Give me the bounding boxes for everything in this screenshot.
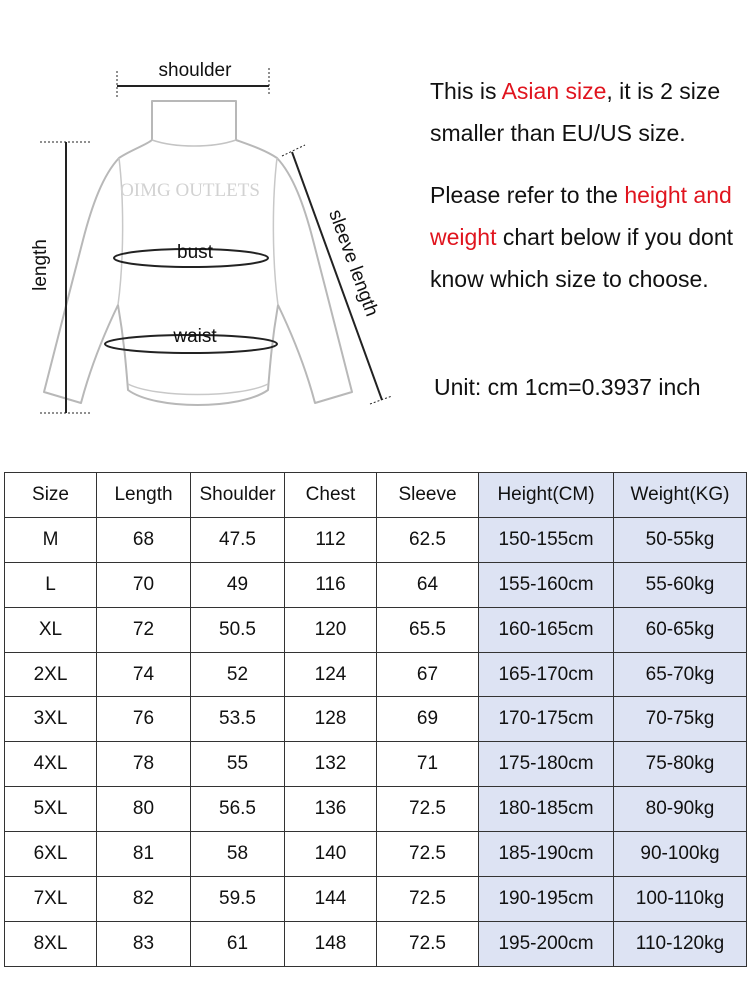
cell-size: 3XL bbox=[5, 697, 97, 742]
cell-length: 72 bbox=[97, 607, 191, 652]
cell-weight: 110-120kg bbox=[614, 921, 747, 966]
cell-size: 2XL bbox=[5, 652, 97, 697]
table-row bbox=[5, 697, 747, 742]
cell-length: 74 bbox=[97, 652, 191, 697]
cell-sleeve: 62.5 bbox=[377, 517, 479, 562]
header-size: Size bbox=[5, 473, 97, 518]
cell-height: 160-165cm bbox=[479, 607, 614, 652]
cell-chest: 144 bbox=[285, 877, 377, 922]
table-row bbox=[5, 562, 747, 607]
table-row bbox=[5, 742, 747, 787]
unit-note: Unit: cm 1cm=0.3937 inch bbox=[434, 374, 701, 400]
cell-shoulder: 58 bbox=[191, 832, 285, 877]
size-info bbox=[430, 70, 740, 400]
cell-sleeve: 72.5 bbox=[377, 787, 479, 832]
watermark-text: OIMG OUTLETS bbox=[120, 180, 260, 201]
cell-chest: 112 bbox=[285, 517, 377, 562]
cell-height: 150-155cm bbox=[479, 517, 614, 562]
table-row bbox=[5, 877, 747, 922]
cell-weight: 75-80kg bbox=[614, 742, 747, 787]
cell-chest: 124 bbox=[285, 652, 377, 697]
table-header-row bbox=[5, 473, 747, 518]
cell-weight: 50-55kg bbox=[614, 517, 747, 562]
cell-chest: 128 bbox=[285, 697, 377, 742]
asian-size-note: This is Asian size, it is 2 size smaller than EU/US size. bbox=[430, 78, 721, 146]
cell-sleeve: 72.5 bbox=[377, 877, 479, 922]
cell-chest: 120 bbox=[285, 607, 377, 652]
cell-height: 165-170cm bbox=[479, 652, 614, 697]
cell-height: 170-175cm bbox=[479, 697, 614, 742]
header-chest: Chest bbox=[285, 473, 377, 518]
cell-length: 80 bbox=[97, 787, 191, 832]
cell-weight: 70-75kg bbox=[614, 697, 747, 742]
cell-size: 4XL bbox=[5, 742, 97, 787]
sweater-diagram bbox=[0, 0, 400, 440]
sleeve-length-label: sleeve length bbox=[324, 206, 383, 320]
cell-length: 68 bbox=[97, 517, 191, 562]
cell-height: 185-190cm bbox=[479, 832, 614, 877]
table-row bbox=[5, 832, 747, 877]
cell-sleeve: 65.5 bbox=[377, 607, 479, 652]
cell-weight: 80-90kg bbox=[614, 787, 747, 832]
cell-weight: 60-65kg bbox=[614, 607, 747, 652]
cell-sleeve: 71 bbox=[377, 742, 479, 787]
cell-weight: 65-70kg bbox=[614, 652, 747, 697]
cell-sleeve: 69 bbox=[377, 697, 479, 742]
cell-weight: 55-60kg bbox=[614, 562, 747, 607]
size-chart-table bbox=[4, 472, 747, 967]
table-row bbox=[5, 652, 747, 697]
cell-shoulder: 53.5 bbox=[191, 697, 285, 742]
cell-shoulder: 61 bbox=[191, 921, 285, 966]
shoulder-label: shoulder bbox=[158, 60, 232, 81]
cell-chest: 148 bbox=[285, 921, 377, 966]
cell-size: 5XL bbox=[5, 787, 97, 832]
cell-sleeve: 67 bbox=[377, 652, 479, 697]
cell-chest: 140 bbox=[285, 832, 377, 877]
cell-chest: 136 bbox=[285, 787, 377, 832]
cell-height: 175-180cm bbox=[479, 742, 614, 787]
cell-size: XL bbox=[5, 607, 97, 652]
header-shoulder: Shoulder bbox=[191, 473, 285, 518]
asian-size-highlight: Asian size bbox=[501, 78, 607, 104]
cell-shoulder: 56.5 bbox=[191, 787, 285, 832]
cell-height: 195-200cm bbox=[479, 921, 614, 966]
refer-chart-note: Please refer to the height and weight chart below if you dont know which size to choose. bbox=[430, 182, 734, 292]
cell-length: 81 bbox=[97, 832, 191, 877]
height-weight-highlight: height and weight bbox=[430, 182, 732, 250]
cell-length: 82 bbox=[97, 877, 191, 922]
cell-shoulder: 50.5 bbox=[191, 607, 285, 652]
cell-length: 78 bbox=[97, 742, 191, 787]
header-sleeve: Sleeve bbox=[377, 473, 479, 518]
cell-length: 76 bbox=[97, 697, 191, 742]
size-rows bbox=[5, 517, 747, 966]
bust-label: bust bbox=[177, 242, 213, 263]
table-row bbox=[5, 607, 747, 652]
cell-chest: 132 bbox=[285, 742, 377, 787]
cell-sleeve: 64 bbox=[377, 562, 479, 607]
table-row bbox=[5, 787, 747, 832]
cell-sleeve: 72.5 bbox=[377, 832, 479, 877]
cell-shoulder: 49 bbox=[191, 562, 285, 607]
cell-sleeve: 72.5 bbox=[377, 921, 479, 966]
length-label: length bbox=[30, 239, 51, 291]
header-height: Height(CM) bbox=[479, 473, 614, 518]
cell-shoulder: 52 bbox=[191, 652, 285, 697]
cell-size: 8XL bbox=[5, 921, 97, 966]
table-row bbox=[5, 517, 747, 562]
cell-weight: 100-110kg bbox=[614, 877, 747, 922]
waist-label: waist bbox=[173, 326, 217, 347]
cell-shoulder: 55 bbox=[191, 742, 285, 787]
cell-weight: 90-100kg bbox=[614, 832, 747, 877]
cell-length: 83 bbox=[97, 921, 191, 966]
cell-height: 190-195cm bbox=[479, 877, 614, 922]
size-guide-header bbox=[0, 0, 750, 440]
cell-height: 180-185cm bbox=[479, 787, 614, 832]
cell-size: M bbox=[5, 517, 97, 562]
cell-length: 70 bbox=[97, 562, 191, 607]
header-length: Length bbox=[97, 473, 191, 518]
cell-size: 6XL bbox=[5, 832, 97, 877]
cell-size: L bbox=[5, 562, 97, 607]
table-row bbox=[5, 921, 747, 966]
cell-height: 155-160cm bbox=[479, 562, 614, 607]
cell-shoulder: 47.5 bbox=[191, 517, 285, 562]
cell-size: 7XL bbox=[5, 877, 97, 922]
cell-shoulder: 59.5 bbox=[191, 877, 285, 922]
header-weight: Weight(KG) bbox=[614, 473, 747, 518]
cell-chest: 116 bbox=[285, 562, 377, 607]
